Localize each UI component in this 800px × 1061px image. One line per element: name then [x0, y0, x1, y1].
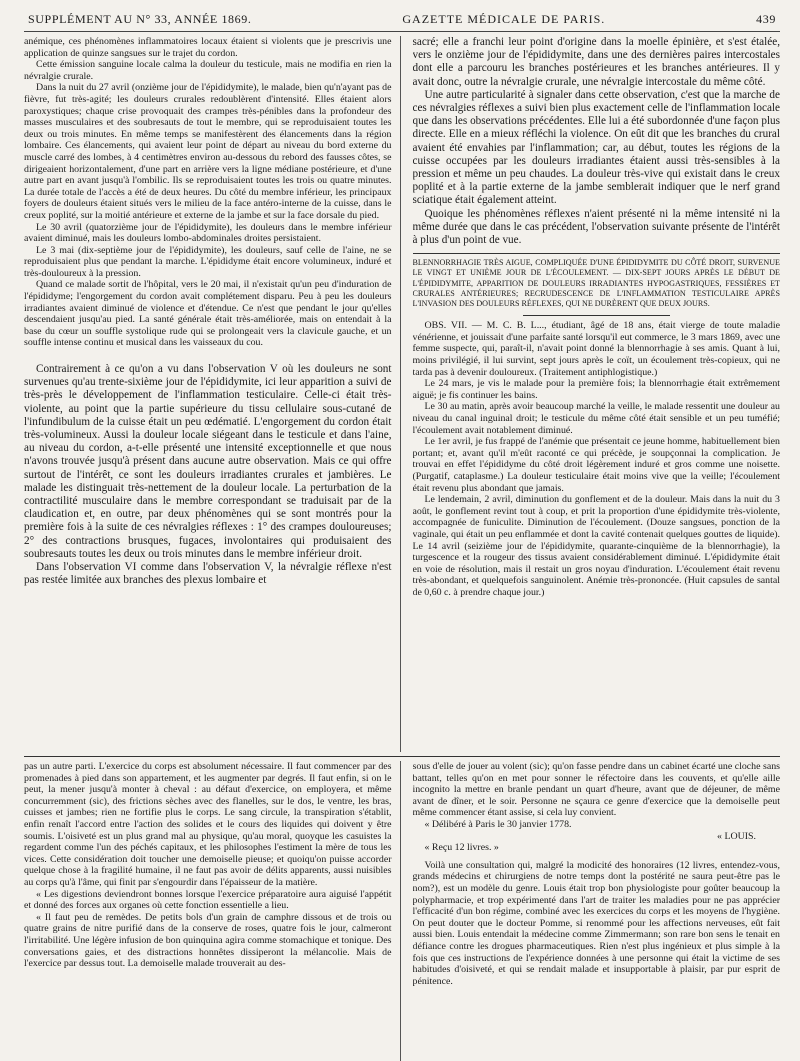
commentary-paragraph: sacré; elle a franchi leur point d'origine dans la moelle épinière, et s'est étalée, vers le onzième jour de l'épididymite, dans une des dernières paires intercostales dont elle a parcouru les branches postérieures et les branches antérieures. Il y avait donc, outre la névralgie crurale, une névralgie intercostale du même côté. — [412, 36, 780, 88]
lower-right-column — [413, 761, 781, 1061]
paragraph: Le 1er avril, je fus frappé de l'anémie que présentait ce jeune homme, habituellement bien portant; et, avant qu'il m'eût raconté ce qui précède, je soupçonnai la complication. Je trouvai en effet l'épididyme du côté droit légèrement induré et gros comme une noisette. (Purgatif, cataplasme.) La douleur testiculaire était moins vive que la veille; l'écoulement était revenu plus abondant que jamais. — [412, 436, 780, 494]
paragraph: Quand ce malade sortit de l'hôpital, vers le 20 mai, il n'existait qu'un peu d'induration de l'épididyme; l'engorgement du cordon avait complétement disparu. Peu à peu les douleurs irradiantes avaient diminué de violence et d'étendue. Ce n'est que pendant le jour qu'elles descendaient jusqu'au pied. La santé générale était très-améliorée, mais on entendait à la base du cœur un souffle systolique rude qui se prolongeait vers la clavicule gauche, et un souffle intense continu et musical dans les vaisseaux du cou. — [24, 279, 392, 349]
divider — [523, 315, 670, 316]
commentary-paragraph: Dans l'observation VI comme dans l'observation V, la névralgie réflexe n'est pas restée limitée aux branches des plexus lombaire et — [24, 561, 392, 587]
commentary-paragraph: Quoique les phénomènes réflexes n'aient présenté ni la même intensité ni la même durée que dans le cas précédent, l'observation suivante présente de l'intérêt à plus d'un point de vue. — [412, 207, 780, 247]
upper-right-column — [413, 36, 781, 752]
upper-left-column — [24, 36, 401, 752]
upper-section — [24, 36, 780, 752]
observation-summary: BLENNORRHAGIE TRÈS AIGUE, COMPLIQUÉE D'UNE ÉPIDIDYMITE DU CÔTÉ DROIT, SURVENUE LE VINGT ET UNIÈME JOUR DE L'ÉCOULEMENT. — DIX-SEPT JOURS APRÈS LE DÉBUT DE L'ÉPIDIDYMITE, APPARITION DE DOULEURS IRRADIANTES HYPOGASTRIQUES, FESSIÈRES ET CRURALES ANTÉRIEURES; RECRUDESCENCE DE L'INFLAMMATION TESTICULAIRE APRÈS L'INVASION DES DOULEURS RÉFLEXES, QUI NE DURÈRENT QUE DEUX JOURS. — [413, 253, 781, 309]
paragraph: pas un autre parti. L'exercice du corps est absolument nécessaire. Il faut commencer par des promenades à pied dans son appartement, et les augmenter par degrés. Il faut enfin, si on le peut, la mener jusqu'à monter à cheval : au défaut d'exercice, on employera, et même concurremment (sic), des frictions sèches avec des flanelles, sur le dos, le ventre, les bras, cuisses et jambes; rien ne fortifie plus le corps. Le sang circule, la transpiration s'établit, enfin renaît l'accord entre l'action des solides et le cours des liquides qui doivent y être soumis. L'oisiveté est un plus grand mal au physique, qu'au moral, quoyque les casuistes la regardent comme l'un des péchés capitaux, et les philosophes l'estiment la mère de tous les vices. Cette considération doit toucher une demoiselle pieuse; et quoiqu'on puisse accorder quelque chose à la fragilité humaine, il ne faut pas avoir de délits apparents, aussi nuisibles au corps qu'à l'âme, qui finit par s'engourdir dans l'épaisseur de la matière. — [24, 761, 392, 888]
paragraph: Cette émission sanguine locale calma la douleur du testicule, mais ne modifia en rien la névralgie crurale. — [24, 59, 392, 82]
page-number: 439 — [756, 12, 776, 26]
paragraph: Dans la nuit du 27 avril (onzième jour de l'épididymite), le malade, bien qu'n'ayant pas de fièvre, fut très-agité; les douleurs crurales redoublèrent d'intensité. Elles étaient alors paroxystiques; chaque crise provoquait des crampes très-pénibles dans la profondeur des masses musculaires et des soubresauts de tout le membre, qui se reproduisaient toutes les deux ou trois minutes. En même temps se manifestèrent des élancements dans la région lombaire. Ces élancements, qui avaient leur point de départ au niveau du bord externe du muscle carré des lombes, à 4 centimètres environ au-dessous du rebord des fausses côtes, se dirigeaient horizontalement, d'une part en arrière vers la ligne médiane postérieure, et d'une autre part en avant jusqu'à l'ombilic. Ils se reproduisaient toutes les trois ou quatre minutes. La durée totale de l'accès a été de deux heures. Du côté du membre inférieur, les principaux foyers de douleurs étaient situés vers le milieu de la face antéro-interne de la cuisse, dans le creux poplité, sur la moitié antérieure et externe de la jambe et sur la face dorsale du pied. — [24, 82, 392, 221]
paragraph: Le 30 avril (quatorzième jour de l'épididymite), les douleurs dans le membre inférieur avaient diminué, mais les douleurs lombo-abdominales droites persistaient. — [24, 221, 392, 245]
paragraph: anémique, ces phénomènes inflammatoires locaux étaient si violents que je prescrivis une application de quinze sangsues sur le trajet du cordon. — [24, 36, 392, 59]
observation-paragraph: OBS. VII. — M. C. B. L..., étudiant, âgé de 18 ans, était vierge de toute maladie vénérienne, et jouissait d'une parfaite santé lorsqu'il eut commerce, le 3 mars 1869, avec une femme suspecte, qui, paraît-il, n'avait point donné la blennorrhagie à ses amis. Quant à lui, moins privilégié, il lui survint, sept jours après le coït, un écoulement très-copieux, qui ne tarda pas à devenir douloureux. (Traitement antiphlogistique.) — [412, 320, 780, 378]
page-header — [24, 12, 780, 32]
supplement-label: SUPPLÉMENT AU N° 33, ANNÉE 1869. — [28, 12, 252, 26]
paragraph: Le lendemain, 2 avril, diminution du gonflement et de la douleur. Mais dans la nuit du 3 août, le gonflement revint tout à coup, et prit la proportion d'une épididymite très-violente, accompagnée de funiculite. Diminution de l'écoulement. (Douze sangsues, ponction de la vaginale, qui était un peu enflammée et dont la cavité contenait quelques gouttes de liquide). Le 14 avril (seizième jour de l'épididymite, quarante-cinquième de la blennorrhagie), la turgescence et la rougeur des tissus avaient considérablement diminué. L'épididymite était en voie de résolution, mais il restait un gros noyau d'induration. L'écoulement était revenu très-abondant, et quelquefois sanguinolent. Anémie très-prononcée. (Huit capsules de santal de 0,60 c. à prendre chaque jour.) — [412, 494, 780, 598]
commentary-paragraph: Une autre particularité à signaler dans cette observation, c'est que la marche de ces névralgies réflexes a suivi bien plus exactement celle de l'inflammation locale que dans les observations précédentes. Elle lui a été subordonnée d'une façon plus directe. Elle en a mieux réfléchi la violence. On eût dit que les branches du crural avaient été envahies par l'inflammation; car, au début, toutes les régions de la cuisse occupées par les douleurs irradiantes étaient aussi très-sensibles à la pression et même un peu chaudes. La douleur très-vive qui existait dans le creux poplité et à la partie externe de la jambe semblerait indiquer que le nerf grand sciatique était également atteint. — [412, 88, 780, 207]
date-line: « Délibéré à Paris le 30 janvier 1778. — [424, 818, 572, 830]
lower-left-column — [24, 761, 401, 1061]
commentary-paragraph: Contrairement à ce qu'on a vu dans l'observation V où les douleurs ne sont survenues qu'au trente-sixième jour de l'épididymite, ici leur apparition a suivi de très-près le développement de l'inflammation testiculaire. Celle-ci était très-violente, au point que la partie supérieure du tissu cellulaire sous-cutané de l'infundibulum de la cuisse était un peu œdématié. L'engorgement du cordon était très-volumineux. Aussi la douleur locale siégeant dans le testicule et dans l'aine, au niveau du cordon, a-t-elle présenté une intensité exceptionnelle et que nous n'avons trouvée jusqu'à présent dans aucune autre observation. Mais ce qui offre surtout de l'intérêt, ce sont les douleurs irradiantes crurales et jambières. Le malade les distinguait très-nettement de la douleur locale. La perturbation de la contractilité musculaire dans le membre correspondant se traduisait par de la claudication et, en outre, par deux phénomènes qui se sont montrés pour la première fois à la suite de ces névralgies réflexes : 1° des crampes douloureuses; 2° des contractions brusques, fugaces, involontaires qui produisaient des soubresauts toutes les deux ou trois minutes dans le membre inférieur droit. — [24, 363, 392, 560]
paragraph: sous d'elle de jouer au volent (sic); qu'on fasse pendre dans un cabinet écarté une cloche sans battant, telles qu'on en met pour sonner le réfectoire dans les couvents, et qu'elle aille incognito la mettre en branle pendant un quart d'heure, avant que de déjeuner, de même avant de dîner, et le soir. Personne ne sçaura ce genre d'exercice que la demoiselle peut même commencer étant assise, si cela luy convient. — [412, 761, 780, 819]
paragraph: Voilà une consultation qui, malgré la modicité des honoraires (12 livres, entendez-vous, grands médecins et chirurgiens de notre temps dont la postérité ne saura peut-être pas le nom?), est un modèle du genre. Louis était trop bon physiologiste pour goûter beaucoup la polypharmacie, et trop expérimenté dans l'art de traiter les maladies pour ne pas apprécier l'efficacité d'un bon régime, combiné avec les exercices du corps et les moyens de l'hygiène. On peut douter que le docteur Pomme, si renommé pour les affections nerveuses, eût fait aussi bien. Louis entendait la médecine comme Zimmermann; son rare bon sens le tenait en défiance contre les drogues pharmaceutiques. Rien n'est plus ingénieux et plus simple à la fois que ces instructions de l'expérience données à une personne qui était la victime de ses habitudes d'oisiveté, et qui se rendait malade et insupportable à plaisir, par pur esprit de pénitence. — [412, 859, 780, 987]
paragraph: Le 30 au matin, après avoir beaucoup marché la veille, le malade ressentit une douleur au niveau du canal inguinal droit; le testicule du même côté était sensible et un peu tuméfié; l'écoulement avait notablement diminué. — [412, 401, 780, 436]
paragraph: Le 3 mai (dix-septième jour de l'épididymite), les douleurs, sauf celle de l'aine, ne se reproduisaient plus que pendant la marche. L'épididyme était encore volumineux, induré et très-douloureux à la pression. — [24, 244, 392, 279]
publication-title: GAZETTE MÉDICALE DE PARIS. — [402, 12, 606, 26]
fee-line: « Reçu 12 livres. » — [424, 842, 499, 854]
signature-line: « LOUIS. — [717, 830, 756, 842]
paragraph: « Il faut peu de remèdes. De petits bols d'un grain de camphre dissous et de trois ou quatre grains de nitre purifié dans de la conserve de roses, quatre fois le jour, calmeront l'irritabilité. Une légère infusion de bon quinquina agira comme stomachique et tonique. Des conversations gaies, et des distractions honnêtes dissiperont la mélancolie. Mais de l'exercice par dessus tout. La demoiselle malade trouverait au des- — [24, 911, 392, 970]
paragraph: Le 24 mars, je vis le malade pour la première fois; la blennorrhagie était extrêmement aiguë; je fis continuer les bains. — [412, 378, 780, 401]
paragraph: « Les digestions deviendront bonnes lorsque l'exercice préparatoire aura aiguisé l'appétit et donné des forces aux organes où cette fonction essentielle a lieu. — [24, 888, 392, 912]
lower-section — [24, 756, 780, 1061]
